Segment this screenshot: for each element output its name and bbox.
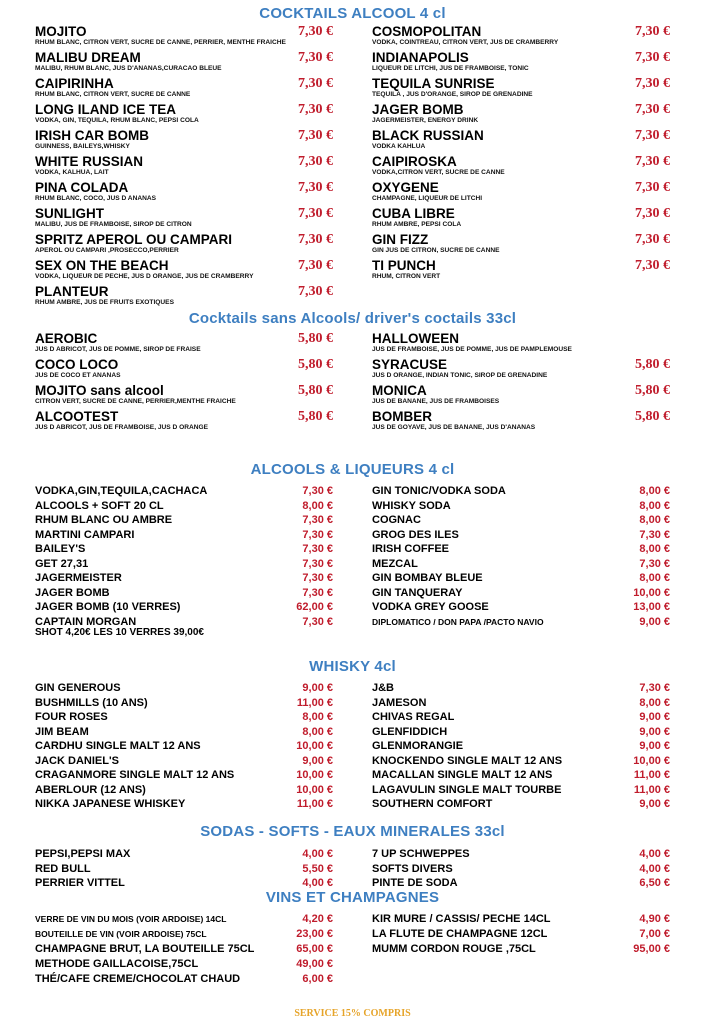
item-price: 9,00 € [639, 711, 670, 723]
cocktail-name: SUNLIGHT [35, 206, 104, 221]
cocktail-price: 5,80 € [635, 409, 670, 424]
cocktail-name: TI PUNCH [372, 258, 436, 273]
section-title-cocktails: COCKTAILS ALCOOL 4 cl [259, 5, 446, 22]
menu-row [372, 754, 670, 768]
shot-note: SHOT 4,20€ LES 10 VERRES 39,00€ [35, 627, 204, 638]
cocktail-name: MOJITO sans alcool [35, 383, 164, 398]
cocktail-price: 7,30 € [635, 24, 670, 39]
item-name: GIN TANQUERAY [372, 586, 463, 599]
item-name: IRISH COFFEE [372, 543, 450, 555]
cocktail-price: 7,30 € [298, 154, 333, 169]
menu-row [372, 725, 670, 739]
cocktail-description: JUS D ABRICOT, JUS DE FRAMBOISE, JUS D ORANGE [35, 424, 209, 431]
cocktail-item [35, 181, 156, 203]
cocktail-item [35, 358, 120, 380]
menu-row [35, 600, 333, 614]
cocktail-name: COCO LOCO [35, 357, 119, 372]
cocktail-price: 7,30 € [298, 102, 333, 117]
item-price: 9,00 € [302, 754, 333, 767]
item-price: 7,30 € [639, 682, 670, 694]
item-name: KNOCKENDO SINGLE MALT 12 ANS [372, 754, 563, 767]
menu-row [372, 739, 670, 753]
cocktail-item [35, 410, 208, 432]
item-name: GIN TONIC/VODKA SODA [372, 485, 506, 497]
item-price: 7,30 € [302, 543, 333, 555]
item-name: JAMESON [372, 696, 427, 709]
item-name: GIN GENEROUS [35, 682, 121, 694]
menu-row [35, 542, 333, 556]
cocktail-item [372, 259, 440, 281]
item-name: CAPTAIN MORGAN [35, 615, 137, 628]
item-name: CRAGANMORE SINGLE MALT 12 ANS [35, 769, 235, 781]
cocktail-name: BLACK RUSSIAN [372, 128, 484, 143]
menu-row [372, 710, 670, 724]
item-name: DIPLOMATICO / DON PAPA /PACTO NAVIO [372, 616, 544, 627]
item-name: J&B [372, 682, 395, 694]
menu-row [35, 571, 333, 585]
item-name: MACALLAN SINGLE MALT 12 ANS [372, 769, 553, 781]
menu-row [35, 768, 333, 782]
menu-row [35, 783, 333, 797]
menu-row [35, 484, 333, 498]
cocktail-item [372, 25, 558, 47]
cocktail-item [35, 384, 236, 406]
cocktail-name: ALCOOTEST [35, 409, 119, 424]
item-name: CHIVAS REGAL [372, 711, 455, 723]
item-price: 11,00 € [296, 696, 333, 709]
menu-row [372, 847, 670, 861]
menu-row [372, 513, 670, 527]
cocktail-item [35, 259, 253, 281]
item-price: 7,30 € [302, 586, 333, 599]
cocktail-item [372, 155, 505, 177]
cocktail-description: LIQUEUR DE LITCHI, JUS DE FRAMBOISE, TONIC [372, 65, 529, 72]
section-title-vins: VINS ET CHAMPAGNES [265, 889, 440, 906]
item-name: GLENFIDDICH [372, 725, 448, 738]
section-title-sodas: SODAS - SOFTS - EAUX MINERALES 33cl [200, 823, 505, 840]
item-name: JAGER BOMB (10 VERRES) [35, 601, 181, 613]
item-name: GIN BOMBAY BLEUE [372, 572, 483, 584]
item-price: 7,30 € [302, 615, 333, 628]
cocktail-description: GUINNESS, BAILEYS,WHISKY [35, 143, 130, 150]
item-name: RHUM BLANC OU AMBRE [35, 514, 173, 526]
cocktail-name: GIN FIZZ [372, 232, 429, 247]
cocktail-price: 7,30 € [635, 128, 670, 143]
item-name: BUSHMILLS (10 ANS) [35, 696, 148, 709]
item-name: CHAMPAGNE BRUT, LA BOUTEILLE 75CL [35, 943, 255, 955]
cocktail-item [372, 233, 500, 255]
cocktail-description: CITRON VERT, SUCRE DE CANNE, PERRIER,MENTHE FRAICHE [35, 398, 236, 405]
cocktail-item [372, 129, 484, 151]
item-price: 8,00 € [639, 514, 670, 526]
cocktail-item [372, 103, 478, 125]
cocktail-name: AEROBIC [35, 331, 98, 346]
cocktail-name: PINA COLADA [35, 180, 129, 195]
cocktail-description: RHUM AMBRE, PEPSI COLA [372, 221, 462, 228]
cocktail-price: 7,30 € [635, 76, 670, 91]
cocktail-item [372, 51, 529, 73]
item-name: PINTE DE SODA [372, 877, 458, 889]
cocktail-price: 7,30 € [635, 258, 670, 273]
item-price: 11,00 € [633, 783, 670, 796]
menu-row [372, 862, 670, 876]
item-price: 9,00 € [639, 798, 670, 810]
cocktail-item [35, 25, 286, 47]
menu-row [372, 571, 670, 585]
cocktail-description: MALIBU, JUS DE FRAMBOISE, SIROP DE CITRON [35, 221, 192, 228]
cocktail-price: 7,30 € [298, 128, 333, 143]
item-price: 4,00 € [302, 848, 333, 860]
item-name: GLENMORANGIE [372, 740, 464, 752]
menu-row [35, 876, 333, 890]
cocktail-description: VODKA, LIQUEUR DE PECHE, JUS D ORANGE, JUS DE CRAMBERRY [35, 273, 254, 280]
item-price: 4,00 € [302, 877, 333, 889]
menu-row [372, 499, 670, 513]
cocktail-name: MOJITO [35, 24, 87, 39]
menu-row [372, 557, 670, 571]
cocktail-description: JUS D ORANGE, INDIAN TONIC, SIROP DE GRENADINE [372, 372, 548, 379]
cocktail-description: JUS DE COCO ET ANANAS [35, 372, 121, 379]
menu-row [35, 499, 333, 513]
cocktail-item [35, 207, 192, 229]
cocktail-description: RHUM, CITRON VERT [372, 273, 441, 280]
cocktail-name: CUBA LIBRE [372, 206, 455, 221]
item-name: KIR MURE / CASSIS/ PECHE 14CL [372, 913, 551, 925]
item-name: JAGER BOMB [35, 586, 110, 599]
cocktail-description: MALIBU, RHUM BLANC, JUS D'ANANAS,CURACAO BLEUE [35, 65, 222, 72]
item-name: WHISKY SODA [372, 499, 451, 512]
menu-row [35, 797, 333, 811]
cocktail-price: 7,30 € [298, 284, 333, 299]
cocktail-item [35, 129, 149, 151]
item-name: PEPSI,PEPSI MAX [35, 848, 131, 860]
cocktail-item [372, 384, 499, 406]
cocktail-description: JUS DE GOYAVE, JUS DE BANANE, JUS D'ANANAS [372, 424, 536, 431]
menu-row [35, 862, 333, 876]
menu-row [372, 783, 670, 797]
cocktail-price: 7,30 € [635, 102, 670, 117]
menu-row [35, 557, 333, 571]
item-name: NIKKA JAPANESE WHISKEY [35, 798, 186, 810]
menu-row [372, 528, 670, 542]
item-name: FOUR ROSES [35, 711, 108, 723]
section-title-alcools: ALCOOLS & LIQUEURS 4 cl [250, 461, 455, 478]
item-name: ABERLOUR (12 ANS) [35, 783, 146, 796]
item-price: 10,00 € [296, 740, 333, 752]
cocktail-price: 5,80 € [635, 383, 670, 398]
menu-row [35, 847, 333, 861]
cocktail-name: SEX ON THE BEACH [35, 258, 169, 273]
menu-row [372, 876, 670, 890]
item-price: 8,00 € [639, 543, 670, 555]
cocktail-name: WHITE RUSSIAN [35, 154, 143, 169]
cocktail-name: SPRITZ APEROL OU CAMPARI [35, 232, 233, 247]
item-name: CARDHU SINGLE MALT 12 ANS [35, 740, 201, 752]
menu-row [372, 927, 670, 941]
menu-row [35, 696, 333, 710]
item-price: 49,00 € [296, 958, 333, 970]
item-name: 7 UP SCHWEPPES [372, 848, 470, 860]
menu-row [35, 681, 333, 695]
cocktail-description: VODKA, KALHUA, LAIT [35, 169, 109, 176]
item-price: 7,30 € [302, 572, 333, 584]
item-name: JIM BEAM [35, 725, 89, 738]
item-name: GROG DES ILES [372, 528, 459, 541]
cocktail-name: BOMBER [372, 409, 432, 424]
item-price: 9,00 € [639, 615, 670, 628]
item-name: PERRIER VITTEL [35, 877, 125, 889]
item-price: 8,00 € [639, 485, 670, 497]
item-price: 6,00 € [302, 973, 333, 985]
section-title-whisky: WHISKY 4cl [309, 658, 396, 675]
cocktail-price: 7,30 € [635, 206, 670, 221]
menu-row [372, 484, 670, 498]
cocktail-name: SYRACUSE [372, 357, 448, 372]
cocktail-price: 7,30 € [298, 76, 333, 91]
cocktail-item [35, 103, 199, 125]
menu-row [372, 681, 670, 695]
cocktail-description: VODKA, GIN, TEQUILA, RHUM BLANC, PEPSI COLA [35, 117, 199, 124]
item-name: SOFTS DIVERS [372, 862, 453, 875]
cocktail-item [372, 207, 461, 229]
cocktail-price: 7,30 € [635, 232, 670, 247]
cocktail-description: VODKA, COINTREAU, CITRON VERT, JUS DE CRAMBERRY [372, 39, 559, 46]
item-name: GET 27,31 [35, 557, 89, 570]
item-price: 4,00 € [639, 848, 670, 860]
cocktail-name: IRISH CAR BOMB [35, 128, 149, 143]
cocktail-price: 5,80 € [298, 409, 333, 424]
cocktail-description: CHAMPAGNE, LIQUEUR DE LITCHI [372, 195, 483, 202]
item-price: 7,30 € [302, 557, 333, 570]
item-price: 7,30 € [302, 485, 333, 497]
cocktail-price: 7,30 € [298, 232, 333, 247]
cocktail-name: CAIPIRINHA [35, 76, 114, 91]
item-name: JAGERMEISTER [35, 572, 122, 584]
item-price: 8,00 € [302, 499, 333, 512]
item-name: LA FLUTE DE CHAMPAGNE 12CL [372, 928, 548, 940]
menu-row [372, 797, 670, 811]
item-price: 8,00 € [639, 499, 670, 512]
cocktail-description: VODKA KAHLUA [372, 143, 426, 150]
cocktail-price: 5,80 € [635, 357, 670, 372]
cocktail-price: 5,80 € [298, 357, 333, 372]
cocktail-description: RHUM AMBRE, JUS DE FRUITS EXOTIQUES [35, 299, 174, 306]
cocktail-item [35, 77, 190, 99]
item-name: BOUTEILLE DE VIN (VOIR ARDOISE) 75CL [35, 929, 207, 939]
item-name: VERRE DE VIN DU MOIS (VOIR ARDOISE) 14CL [35, 914, 227, 924]
menu-row [35, 528, 333, 542]
item-name: RED BULL [35, 862, 91, 875]
item-name: MEZCAL [372, 557, 418, 570]
menu-row [372, 586, 670, 600]
cocktail-name: PLANTEUR [35, 284, 109, 299]
cocktail-description: VODKA,CITRON VERT, SUCRE DE CANNE [372, 169, 505, 176]
item-name: BAILEY'S [35, 543, 86, 555]
item-name: SOUTHERN COMFORT [372, 798, 493, 810]
item-price: 11,00 € [633, 769, 670, 781]
cocktail-name: MALIBU DREAM [35, 50, 141, 65]
item-price: 11,00 € [296, 798, 333, 810]
cocktail-description: RHUM BLANC, CITRON VERT, SUCRE DE CANNE [35, 91, 191, 98]
item-price: 7,00 € [639, 928, 670, 940]
item-price: 9,00 € [639, 725, 670, 738]
cocktail-item [372, 181, 482, 203]
menu-row [35, 957, 333, 971]
cocktail-item [372, 410, 535, 432]
cocktail-description: TEQUILA , JUS D'ORANGE, SIROP DE GRENADINE [372, 91, 533, 98]
item-price: 4,00 € [639, 862, 670, 875]
cocktail-name: COSMOPOLITAN [372, 24, 482, 39]
item-price: 8,00 € [302, 725, 333, 738]
item-price: 5,50 € [302, 862, 333, 875]
cocktail-price: 5,80 € [298, 383, 333, 398]
item-price: 4,90 € [639, 913, 670, 925]
cocktail-price: 7,30 € [298, 24, 333, 39]
item-name: VODKA GREY GOOSE [372, 601, 489, 613]
menu-row [372, 696, 670, 710]
cocktail-item [35, 285, 174, 307]
cocktail-description: APEROL OU CAMPARI ,PROSECCO,PERRIER [35, 247, 179, 254]
item-price: 65,00 € [296, 943, 333, 955]
cocktail-price: 7,30 € [635, 50, 670, 65]
item-price: 9,00 € [639, 740, 670, 752]
item-price: 6,50 € [639, 877, 670, 889]
item-price: 8,00 € [302, 711, 333, 723]
menu-row [372, 912, 670, 926]
item-name: METHODE GAILLACOISE,75CL [35, 958, 199, 970]
item-price: 7,30 € [302, 514, 333, 526]
item-price: 10,00 € [633, 754, 670, 767]
cocktail-description: JUS DE FRAMBOISE, JUS DE POMME, JUS DE PAMPLEMOUSE [372, 346, 572, 353]
menu-row [35, 513, 333, 527]
menu-row [35, 972, 333, 986]
item-name: COGNAC [372, 514, 421, 526]
item-price: 8,00 € [639, 572, 670, 584]
section-title-sans-alcool: Cocktails sans Alcools/ driver's coctails 33cl [188, 310, 517, 327]
item-name: LAGAVULIN SINGLE MALT TOURBE [372, 783, 562, 796]
menu-row [35, 942, 333, 956]
cocktail-description: JUS D ABRICOT, JUS DE POMME, SIROP DE FRAISE [35, 346, 201, 353]
item-name: ALCOOLS + SOFT 20 CL [35, 499, 164, 512]
cocktail-description: JAGERMEISTER, ENERGY DRINK [372, 117, 479, 124]
cocktail-price: 7,30 € [635, 154, 670, 169]
item-name: VODKA,GIN,TEQUILA,CACHACA [35, 485, 208, 497]
cocktail-item [372, 358, 547, 380]
item-price: 7,30 € [639, 528, 670, 541]
cocktail-name: LONG ILAND ICE TEA [35, 102, 176, 117]
service-footer: SERVICE 15% COMPRIS [294, 1008, 411, 1019]
cocktail-price: 5,80 € [298, 331, 333, 346]
cocktail-price: 7,30 € [298, 180, 333, 195]
cocktail-name: MONICA [372, 383, 427, 398]
menu-row [35, 927, 333, 941]
cocktail-description: RHUM BLANC, CITRON VERT, SUCRE DE CANNE, PERRIER, MENTHE FRAICHE [35, 39, 286, 46]
item-name: THÉ/CAFE CREME/CHOCOLAT CHAUD [35, 973, 241, 985]
cocktail-name: JAGER BOMB [372, 102, 464, 117]
item-name: JACK DANIEL'S [35, 754, 119, 767]
menu-row [372, 942, 670, 956]
item-price: 62,00 € [296, 601, 333, 613]
item-price: 7,30 € [639, 557, 670, 570]
cocktail-item [35, 332, 201, 354]
cocktail-item [35, 233, 232, 255]
menu-row [372, 600, 670, 614]
cocktail-item [35, 155, 143, 177]
item-price: 23,00 € [296, 928, 333, 940]
menu-row [35, 725, 333, 739]
item-price: 95,00 € [633, 943, 670, 955]
menu-row [35, 912, 333, 926]
menu-row [372, 768, 670, 782]
menu-row [35, 754, 333, 768]
cocktail-name: INDIANAPOLIS [372, 50, 469, 65]
item-price: 10,00 € [633, 586, 670, 599]
menu-row [35, 739, 333, 753]
menu-row [372, 542, 670, 556]
cocktail-description: RHUM BLANC, COCO, JUS D ANANAS [35, 195, 157, 202]
cocktail-name: OXYGENE [372, 180, 439, 195]
item-price: 8,00 € [639, 696, 670, 709]
item-price: 7,30 € [302, 528, 333, 541]
cocktail-description: GIN JUS DE CITRON, SUCRE DE CANNE [372, 247, 500, 254]
cocktail-item [372, 77, 533, 99]
item-price: 10,00 € [296, 783, 333, 796]
item-price: 4,20 € [302, 913, 333, 925]
item-name: MUMM CORDON ROUGE ,75CL [372, 943, 536, 955]
cocktail-price: 7,30 € [635, 180, 670, 195]
item-price: 10,00 € [296, 769, 333, 781]
item-price: 13,00 € [633, 601, 670, 613]
menu-row [35, 710, 333, 724]
cocktail-name: CAIPIROSKA [372, 154, 457, 169]
item-price: 9,00 € [302, 682, 333, 694]
item-name: MARTINI CAMPARI [35, 528, 135, 541]
cocktail-name: TEQUILA SUNRISE [372, 76, 495, 91]
cocktail-item [35, 51, 222, 73]
cocktail-price: 7,30 € [298, 258, 333, 273]
cocktail-price: 7,30 € [298, 206, 333, 221]
cocktail-description: JUS DE BANANE, JUS DE FRAMBOISES [372, 398, 500, 405]
menu-row [35, 586, 333, 600]
cocktail-name: HALLOWEEN [372, 331, 459, 346]
cocktail-price: 7,30 € [298, 50, 333, 65]
cocktail-item [372, 332, 572, 354]
menu-row [372, 615, 670, 629]
